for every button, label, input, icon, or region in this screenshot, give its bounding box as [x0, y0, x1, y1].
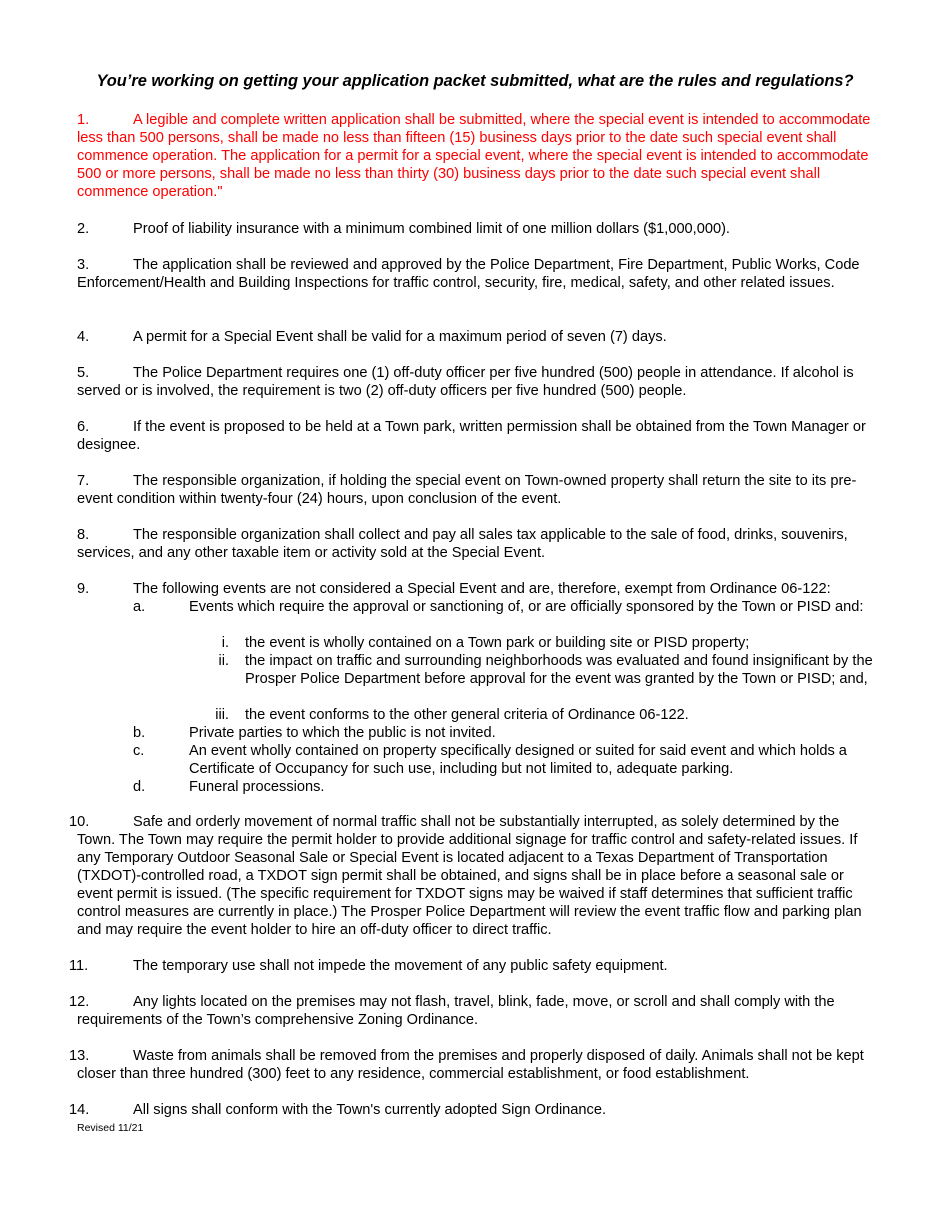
- subitem-label: b.: [133, 725, 146, 741]
- subitem-c: [133, 742, 879, 778]
- subitem-d: [133, 778, 879, 796]
- rule-item-6: [77, 418, 879, 454]
- subsubitem-text: the event conforms to the other general criteria of Ordinance 06-122.: [245, 707, 689, 723]
- subitem-text: Events which require the approval or sanctioning of, or are officially sponsored by the Town or PISD and:: [189, 599, 864, 615]
- rule-text: Proof of liability insurance with a minimum combined limit of one million dollars ($1,000,000).: [133, 221, 730, 237]
- rule-text: Safe and orderly movement of normal traffic shall not be substantially interrupted, as solely determined by the Town. The Town may require the permit holder to provide additional signage for traffic control and safety-related issues. If any Temporary Outdoor Seasonal Sale or Special Event is located adjacent to a Texas Department of Transportation (TXDOT)-controlled road, a TXDOT sign permit shall be obtained, and signs shall be in place before a seasonal sale or event permit is issued. (The specific requirement for TXDOT signs may be waived if staff determines that sufficient traffic control measures are currently in place.) The Prosper Police Department will review the event traffic flow and parking plan and may require the event holder to hire an off-duty officer to direct traffic.: [77, 814, 862, 938]
- rule-number: 8.: [77, 527, 90, 543]
- rule-item-5: [77, 364, 879, 400]
- subitem-label: c.: [133, 743, 145, 759]
- rule-text: The Police Department requires one (1) off-duty officer per five hundred (500) people in attendance. If alcohol is served or is involved, the requirement is two (2) off-duty officers per five hundred (500) people.: [77, 365, 854, 399]
- subitem-text: Private parties to which the public is not invited.: [189, 725, 496, 741]
- rule-number: 10.: [69, 814, 90, 830]
- rule-number: 9.: [77, 581, 90, 597]
- rule-text: The responsible organization, if holding the special event on Town-owned property shall return the site to its pre-event condition within twenty-four (24) hours, upon conclusion of the event.: [77, 473, 857, 507]
- rule-item-9: [77, 580, 879, 598]
- subitem-label: d.: [133, 779, 146, 795]
- subsubitem-label: iii.: [215, 707, 229, 723]
- rule-item-11: [69, 957, 879, 975]
- rule-number: 3.: [77, 257, 90, 273]
- subitem-b: [133, 724, 879, 742]
- subsubitem-label: i.: [221, 635, 229, 651]
- rule-text: If the event is proposed to be held at a Town park, written permission shall be obtained from the Town Manager or designee.: [77, 419, 866, 453]
- rule-item-14: [69, 1101, 879, 1119]
- rule-item-8: [77, 526, 879, 562]
- rule-number: 14.: [69, 1102, 90, 1118]
- rule-item-12: [69, 993, 879, 1029]
- rule-text: The following events are not considered a Special Event and are, therefore, exempt from Ordinance 06-122:: [133, 581, 831, 597]
- rule-number: 6.: [77, 419, 90, 435]
- rule-item-10: [69, 813, 879, 939]
- rule-text: The responsible organization shall collect and pay all sales tax applicable to the sale of food, drinks, souvenirs, services, and any other taxable item or activity sold at the Special Event.: [77, 527, 848, 561]
- subsubitem-text: the impact on traffic and surrounding neighborhoods was evaluated and found insignificant by the Prosper Police Department before approval for the event was granted by the Town or PISD; and,: [245, 653, 873, 687]
- subitem-text: Funeral processions.: [189, 779, 325, 795]
- rule-number: 2.: [77, 221, 90, 237]
- rule-item-7: [77, 472, 879, 508]
- subsubitem-label: ii.: [218, 653, 229, 669]
- rule-number: 11.: [69, 958, 89, 974]
- rule-text: Any lights located on the premises may not flash, travel, blink, fade, move, or scroll and shall comply with the requirements of the Town’s comprehensive Zoning Ordinance.: [77, 994, 835, 1028]
- subitem-text: An event wholly contained on property specifically designed or suited for said event and which holds a Certificate of Occupancy for such use, including but not limited to, adequate parking.: [189, 743, 847, 777]
- rule-item-13: [69, 1047, 879, 1083]
- rule-number: 13.: [69, 1048, 90, 1064]
- rule-number: 4.: [77, 329, 90, 345]
- rule-item-4: [77, 328, 879, 346]
- subsubitem-iii: [189, 706, 879, 724]
- rule-text: The temporary use shall not impede the movement of any public safety equipment.: [133, 958, 668, 974]
- rule-text: A permit for a Special Event shall be valid for a maximum period of seven (7) days.: [133, 329, 667, 345]
- rule-text: All signs shall conform with the Town's currently adopted Sign Ordinance.: [133, 1102, 606, 1118]
- page-title: You’re working on getting your application packet submitted, what are the rules and regulations?: [96, 72, 854, 90]
- rule-number: 7.: [77, 473, 90, 489]
- rule-item-3: [77, 256, 879, 292]
- revision-footer: Revised 11/21: [77, 1122, 144, 1134]
- rule-text: The application shall be reviewed and approved by the Police Department, Fire Department, Public Works, Code Enforcement/Health and Building Inspections for traffic control, security, fire, medical, safety, and other related issues.: [77, 257, 860, 291]
- subitem-a: [133, 598, 879, 616]
- subsubitem-text: the event is wholly contained on a Town park or building site or PISD property;: [245, 635, 750, 651]
- rule-text: Waste from animals shall be removed from the premises and properly disposed of daily. Animals shall not be kept closer than three hundred (300) feet to any residence, commercial establishment, or food establishment.: [77, 1048, 864, 1082]
- rule-item-2: [77, 220, 879, 238]
- rule-number: 12.: [69, 994, 90, 1010]
- subsubitem-ii: [189, 652, 879, 688]
- rule-number: 1.: [77, 112, 90, 128]
- rule-text: A legible and complete written application shall be submitted, where the special event is intended to accommodate less than 500 persons, shall be made no less than fifteen (15) business days prior to the date such special event shall commence operation. The application for a permit for a special event, where the special event is intended to accommodate 500 or more persons, shall be made no less than thirty (30) business days prior to the date such special event shall commence operation.": [77, 112, 871, 200]
- subitem-label: a.: [133, 599, 146, 615]
- rule-number: 5.: [77, 365, 90, 381]
- rule-item-1: [77, 111, 879, 201]
- subsubitem-i: [189, 634, 879, 652]
